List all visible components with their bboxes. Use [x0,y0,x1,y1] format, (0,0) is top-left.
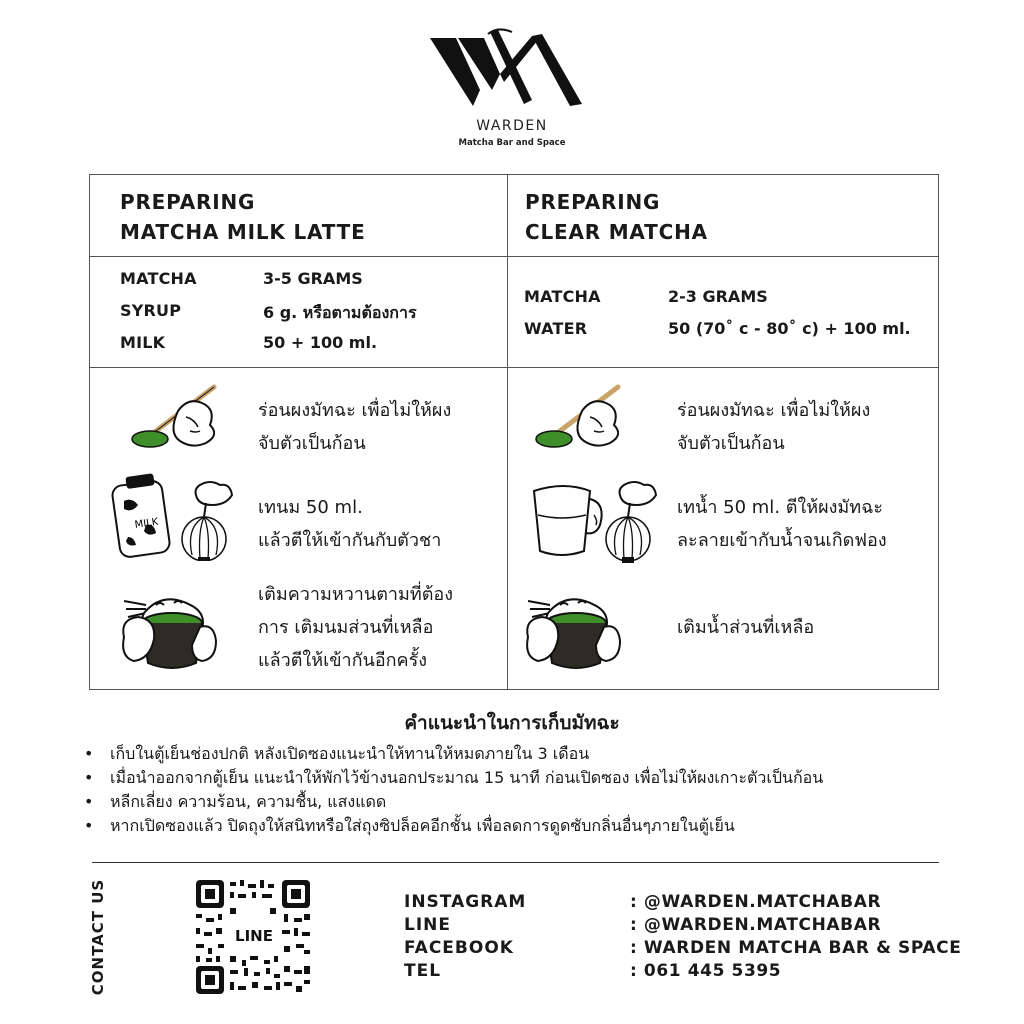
latte-ingredient-matcha-value: 3-5 GRAMS [263,269,363,288]
latte-step-2 [258,491,441,557]
clear-ingredient-matcha: MATCHA [524,287,601,306]
contact-label-instagram: INSTAGRAM [404,892,527,912]
latte-title-line2: MATCHA MILK LATTE [120,220,366,244]
clear-ingredient-water: WATER [524,319,588,338]
storage-tip-item: • หลีกเลี่ยง ความร้อน, ความชื้น, แสงแดด [84,790,984,814]
whisk-scoop-icon [128,381,226,451]
qr-line-label: LINE [235,927,273,945]
row-divider-ingredients [90,367,938,368]
latte-step-1-line2: จับตัวเป็นก้อน [258,433,366,454]
column-divider [507,175,508,689]
contact-value-tel[interactable]: : 061 445 5395 [630,961,782,981]
whisk-scoop-icon [532,381,630,451]
latte-ingredient-syrup-value: 6 g. หรือตามต้องการ [263,303,417,322]
contact-us-heading-text: CONTACT US [89,878,107,996]
latte-step-3 [258,578,453,677]
brand-name: WARDEN [476,118,548,134]
latte-ingredient-milk-value: 50 + 100 ml. [263,333,378,352]
contact-value-instagram[interactable]: : @WARDEN.MATCHABAR [630,892,882,912]
clear-step-1-line2: จับตัวเป็นก้อน [677,433,785,454]
clear-step-3 [677,611,814,644]
clear-step-2 [677,491,887,557]
storage-tip-item: • เมื่อนำออกจากตู้เย็น แนะนำให้พักไว้ข้างนอกประมาณ 15 นาที ก่อนเปิดซอง เพื่อไม่ให้ผงเกาะตัวเป็นก้อน [84,766,984,790]
latte-title [120,187,366,247]
contact-label-line: LINE [404,915,451,935]
clear-title-line2: CLEAR MATCHA [525,220,708,244]
latte-step-2-line1: เทนม 50 ml. [258,497,363,518]
storage-tip-item: • หากเปิดซองแล้ว ปิดถุงให้สนิทหรือใส่ถุงซิปล็อคอีกชั้น เพื่อลดการดูดซับกลิ่นอื่นๆภายในตู้เย็น [84,814,984,838]
storage-tip-item: • เก็บในตู้เย็นช่องปกติ หลังเปิดซองแนะนำให้ทานให้หมดภายใน 3 เดือน [84,742,984,766]
latte-step-3-line2: การ เติมนมส่วนที่เหลือ [258,617,434,638]
contact-value-facebook[interactable]: : WARDEN MATCHA BAR & SPACE [630,938,962,958]
latte-step-3-line3: แล้วตีให้เข้ากันอีกครั้ง [258,650,428,671]
row-divider-header [90,256,938,257]
latte-step-1 [258,394,451,460]
water-jug-whisk-icon [524,475,664,565]
milk-bottle-whisk-icon [110,471,240,561]
clear-title [525,187,708,247]
storage-tips-list [84,742,984,838]
latte-ingredient-syrup: SYRUP [120,301,182,320]
contact-label-tel: TEL [404,961,442,981]
brand-tagline: Matcha Bar and Space [458,138,566,148]
clear-step-1 [677,394,870,460]
line-qr-code[interactable] [194,878,312,996]
clear-step-3-line1: เติมน้ำส่วนที่เหลือ [677,617,815,638]
latte-ingredient-milk: MILK [120,333,166,352]
clear-title-line1: PREPARING [525,190,661,214]
latte-step-1-line1: ร่อนผงมัทฉะ เพื่อไม่ให้ผง [258,400,452,421]
svg-text:MILK: MILK [134,516,160,531]
cat-bowl-icon [518,583,628,673]
contact-us-heading [78,872,118,1002]
latte-step-2-line2: แล้วตีให้เข้ากันกับตัวชา [258,530,442,551]
clear-ingredient-matcha-value: 2-3 GRAMS [668,287,768,306]
recipe-table [89,174,939,690]
contact-label-facebook: FACEBOOK [404,938,514,958]
latte-title-line1: PREPARING [120,190,256,214]
contact-value-line[interactable]: : @WARDEN.MATCHABAR [630,915,882,935]
cat-bowl-icon [114,583,224,673]
clear-step-2-line1: เทน้ำ 50 ml. ตีให้ผงมัทฉะ [677,497,884,518]
clear-step-1-line1: ร่อนผงมัทฉะ เพื่อไม่ให้ผง [677,400,871,421]
section-divider [92,862,939,863]
warden-logo [428,28,584,112]
latte-ingredient-matcha: MATCHA [120,269,197,288]
clear-step-2-line2: ละลายเข้ากับน้ำจนเกิดฟอง [677,530,887,551]
latte-step-3-line1: เติมความหวานตามที่ต้อง [258,584,454,605]
clear-ingredient-water-value: 50 (70˚ c - 80˚ c) + 100 ml. [668,319,911,338]
storage-tips-title: คำแนะนำในการเก็บมัทฉะ [404,712,620,734]
